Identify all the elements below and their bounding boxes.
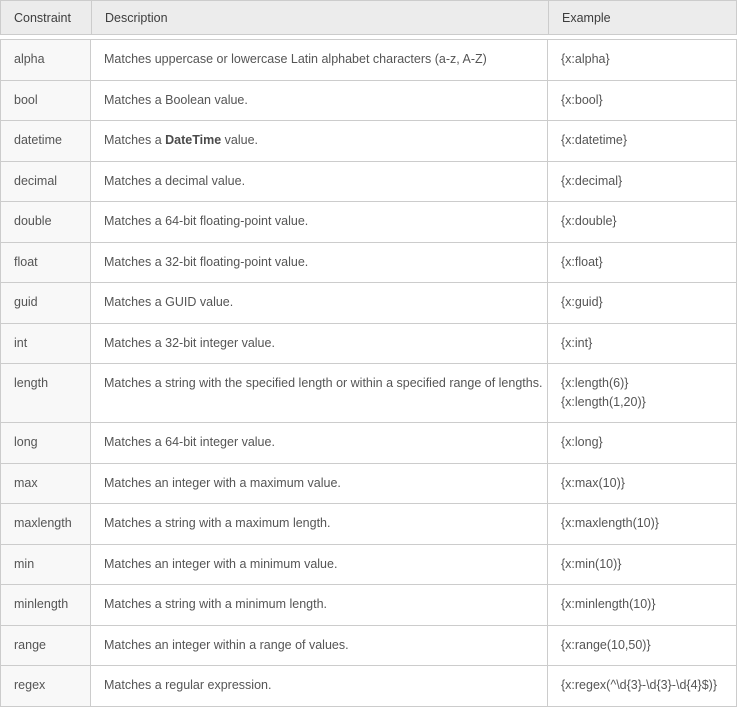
description-text: Matches a string with a maximum length. <box>104 516 331 530</box>
description-text: Matches a regular expression. <box>104 678 272 692</box>
description-cell <box>91 283 548 323</box>
description-cell <box>91 626 548 666</box>
description-cell <box>91 324 548 364</box>
description-bold-text: DateTime <box>165 133 222 147</box>
example-line: {x:regex(^\d{3}-\d{3}-\d{4}$)} <box>561 678 717 692</box>
description-cell <box>91 364 548 422</box>
constraint-cell: minlength <box>1 585 91 625</box>
example-line: {x:bool} <box>561 92 603 107</box>
example-cell <box>548 504 736 544</box>
description-cell <box>91 423 548 463</box>
description-cell <box>91 121 548 161</box>
example-line: {x:range(10,50)} <box>561 637 651 652</box>
description-text: value. <box>221 133 259 147</box>
description-cell <box>91 464 548 504</box>
description-cell <box>91 40 548 80</box>
table-row <box>1 40 736 80</box>
example-cell <box>548 202 736 242</box>
constraint-cell: bool <box>1 81 91 121</box>
example-cell <box>548 283 736 323</box>
example-cell <box>548 243 736 283</box>
example-line: {x:guid} <box>561 295 603 309</box>
example-cell <box>548 364 736 422</box>
example-cell <box>548 626 736 666</box>
description-text: Matches uppercase or lowercase Latin alphabet characters (a-z, A-Z) <box>104 52 487 66</box>
table-row <box>1 120 736 161</box>
constraint-cell: alpha <box>1 40 91 80</box>
description-cell <box>91 162 548 202</box>
example-cell <box>548 666 736 706</box>
constraint-cell: min <box>1 545 91 585</box>
table-row <box>1 665 736 706</box>
table-row <box>1 363 736 422</box>
description-text: Matches a 32-bit integer value. <box>104 335 275 350</box>
description-cell <box>91 202 548 242</box>
example-cell <box>548 40 736 80</box>
table-row <box>1 544 736 585</box>
constraint-cell: range <box>1 626 91 666</box>
example-line: {x:alpha} <box>561 52 610 66</box>
table-row <box>1 503 736 544</box>
description-text: Matches a 64-bit integer value. <box>104 435 275 449</box>
example-line: {x:double} <box>561 214 617 228</box>
example-cell <box>548 162 736 202</box>
description-text: Matches an integer within a range of values. <box>104 637 349 652</box>
column-header-example: Example <box>548 1 736 34</box>
example-line: {x:length(6)} <box>561 376 629 390</box>
example-line: {x:length(1,20)} <box>561 395 646 409</box>
description-cell <box>91 666 548 706</box>
description-text: Matches an integer with a maximum value. <box>104 475 341 490</box>
table-row <box>1 80 736 121</box>
description-text: Matches a 32-bit floating-point value. <box>104 254 309 269</box>
table-row <box>1 584 736 625</box>
example-cell <box>548 423 736 463</box>
table-row <box>1 161 736 202</box>
description-text: Matches an integer with a minimum value. <box>104 556 338 571</box>
example-cell <box>548 81 736 121</box>
description-text: Matches a 64-bit floating-point value. <box>104 214 309 228</box>
example-line: {x:decimal} <box>561 173 623 188</box>
example-line: {x:float} <box>561 254 603 269</box>
constraint-cell: decimal <box>1 162 91 202</box>
example-line: {x:minlength(10)} <box>561 597 656 611</box>
table-row <box>1 282 736 323</box>
constraint-cell: length <box>1 364 91 422</box>
table-body <box>0 39 737 707</box>
example-cell <box>548 121 736 161</box>
table-row <box>1 625 736 666</box>
example-cell <box>548 464 736 504</box>
table-row <box>1 201 736 242</box>
description-cell <box>91 243 548 283</box>
constraint-cell: double <box>1 202 91 242</box>
constraint-cell: regex <box>1 666 91 706</box>
example-cell <box>548 585 736 625</box>
constraint-cell: max <box>1 464 91 504</box>
description-cell <box>91 81 548 121</box>
description-cell <box>91 585 548 625</box>
example-line: {x:long} <box>561 435 603 449</box>
description-text: Matches a GUID value. <box>104 295 234 309</box>
table-row <box>1 323 736 364</box>
constraint-cell: guid <box>1 283 91 323</box>
example-cell <box>548 324 736 364</box>
column-header-description: Description <box>91 1 548 34</box>
example-cell <box>548 545 736 585</box>
description-text: Matches a Boolean value. <box>104 92 248 107</box>
table-header-row <box>0 0 737 35</box>
description-text: Matches a decimal value. <box>104 173 246 188</box>
description-text: Matches a <box>104 133 166 147</box>
description-text: Matches a string with the specified length or within a specified range of lengths. <box>104 376 543 390</box>
table-row <box>1 242 736 283</box>
example-line: {x:int} <box>561 335 593 350</box>
example-line: {x:datetime} <box>561 133 628 147</box>
constraint-cell: maxlength <box>1 504 91 544</box>
constraint-cell: int <box>1 324 91 364</box>
example-line: {x:min(10)} <box>561 556 622 571</box>
table-row <box>1 463 736 504</box>
column-header-constraint: Constraint <box>14 11 71 25</box>
constraint-cell: datetime <box>1 121 91 161</box>
description-cell <box>91 545 548 585</box>
constraint-cell: float <box>1 243 91 283</box>
example-line: {x:max(10)} <box>561 475 625 490</box>
description-text: Matches a string with a minimum length. <box>104 597 328 611</box>
constraint-cell: long <box>1 423 91 463</box>
table-row <box>1 422 736 463</box>
example-line: {x:maxlength(10)} <box>561 516 659 530</box>
description-cell <box>91 504 548 544</box>
